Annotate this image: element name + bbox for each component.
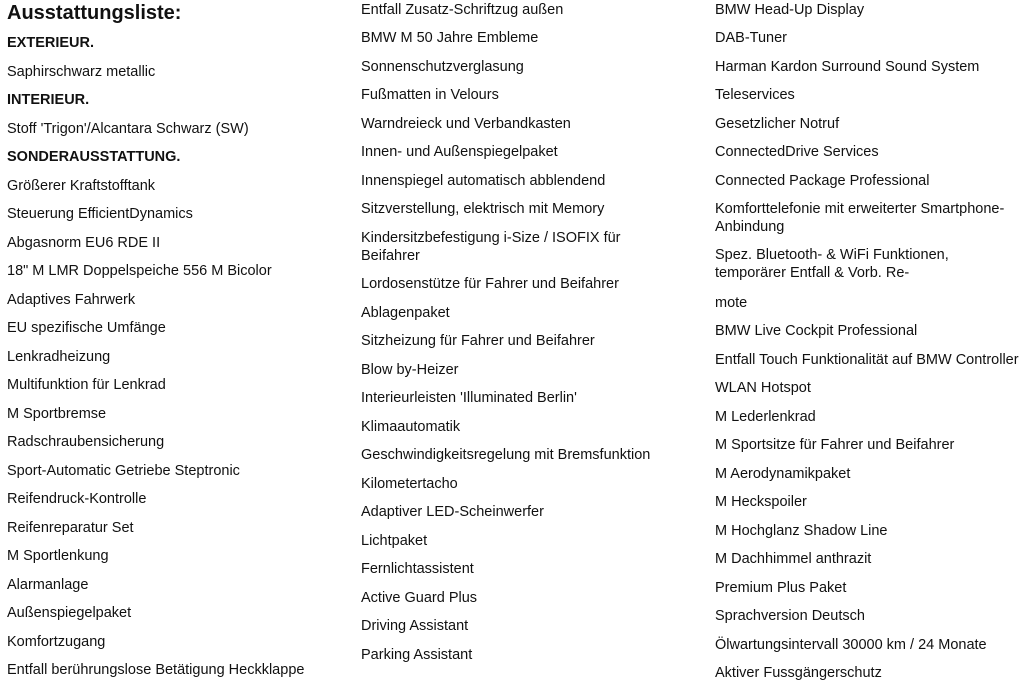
list-item: Fußmatten in Velours [361,87,499,103]
list-item: Geschwindigkeitsregelung mit Bremsfunktion [361,447,651,463]
list-item: Lordosenstütze für Fahrer und Beifahrer [361,276,619,292]
list-item: Sport-Automatic Getriebe Steptronic [7,463,240,479]
exterieur-heading: EXTERIEUR. [7,35,95,51]
list-item: Alarmanlage [7,577,89,593]
list-item: Sitzheizung für Fahrer und Beifahrer [361,333,595,349]
list-item: WLAN Hotspot [715,380,811,396]
list-item: M Hochglanz Shadow Line [715,523,888,539]
list-item: Teleservices [715,87,795,103]
page-title: Ausstattungsliste: [7,2,182,24]
list-item: Abgasnorm EU6 RDE II [7,235,161,251]
list-item: Innenspiegel automatisch abblendend [361,173,606,189]
list-item: Spez. Bluetooth- & WiFi Funktionen, temporärer Entfall & Vorb. Re- [715,247,949,281]
list-item: Lichtpaket [361,533,428,549]
list-item: Klimaautomatik [361,419,461,435]
list-item: Kindersitzbefestigung i-Size / ISOFIX für Beifahrer [361,230,621,264]
list-item: Sonnenschutzverglasung [361,59,524,75]
list-item: EU spezifische Umfänge [7,320,166,336]
list-item: Entfall Touch Funktionalität auf BMW Controller [715,352,1019,368]
list-item: Adaptiver LED-Scheinwerfer [361,504,544,520]
list-item: BMW Live Cockpit Professional [715,323,918,339]
list-item: Interieurleisten 'Illuminated Berlin' [361,390,577,406]
list-item: Sprachversion Deutsch [715,608,865,624]
list-item: DAB-Tuner [715,30,787,46]
list-item: M Sportsitze für Fahrer und Beifahrer [715,437,955,453]
list-item: Entfall berührungslose Betätigung Heckklappe [7,662,305,678]
list-item: Größerer Kraftstofftank [7,178,156,194]
list-item: BMW Head-Up Display [715,2,865,18]
list-item: Aktiver Fussgängerschutz [715,665,882,681]
list-item: Adaptives Fahrwerk [7,292,136,308]
list-item: Steuerung EfficientDynamics [7,206,193,222]
list-item: mote [715,295,748,311]
list-item: Active Guard Plus [361,590,478,606]
list-item: M Aerodynamikpaket [715,466,851,482]
list-item: Parking Assistant [361,647,473,663]
list-item: Komforttelefonie mit erweiterter Smartphone-Anbindung [715,201,1005,235]
exterieur-value: Saphirschwarz metallic [7,64,156,80]
list-item: Entfall Zusatz-Schriftzug außen [361,2,564,18]
list-item: Komfortzugang [7,634,106,650]
list-item: M Heckspoiler [715,494,807,510]
list-item: Außenspiegelpaket [7,605,132,621]
list-item: M Lederlenkrad [715,409,816,425]
list-item: Connected Package Professional [715,173,930,189]
list-item: Fernlichtassistent [361,561,474,577]
list-item: Reifendruck-Kontrolle [7,491,147,507]
list-item: Sitzverstellung, elektrisch mit Memory [361,201,605,217]
list-item: Ölwartungsintervall 30000 km / 24 Monate [715,637,987,653]
list-item: M Dachhimmel anthrazit [715,551,872,567]
list-item: Reifenreparatur Set [7,520,134,536]
list-item: Kilometertacho [361,476,458,492]
sonderausstattung-heading: SONDERAUSSTATTUNG. [7,149,181,165]
list-item: Gesetzlicher Notruf [715,116,840,132]
list-item: Lenkradheizung [7,349,111,365]
list-item: Warndreieck und Verbandkasten [361,116,571,132]
list-item: Ablagenpaket [361,305,450,321]
list-item: M Sportlenkung [7,548,109,564]
interieur-heading: INTERIEUR. [7,92,90,108]
interieur-value: Stoff 'Trigon'/Alcantara Schwarz (SW) [7,121,249,137]
list-item: BMW M 50 Jahre Embleme [361,30,539,46]
list-item: Multifunktion für Lenkrad [7,377,166,393]
list-item: 18" M LMR Doppelspeiche 556 M Bicolor [7,263,272,279]
list-item: M Sportbremse [7,406,107,422]
list-item: Blow by-Heizer [361,362,459,378]
list-item: ConnectedDrive Services [715,144,879,160]
list-item: Harman Kardon Surround Sound System [715,59,980,75]
list-item: Radschraubensicherung [7,434,165,450]
list-item: Innen- und Außenspiegelpaket [361,144,558,160]
list-item: Driving Assistant [361,618,469,634]
list-item: Premium Plus Paket [715,580,847,596]
